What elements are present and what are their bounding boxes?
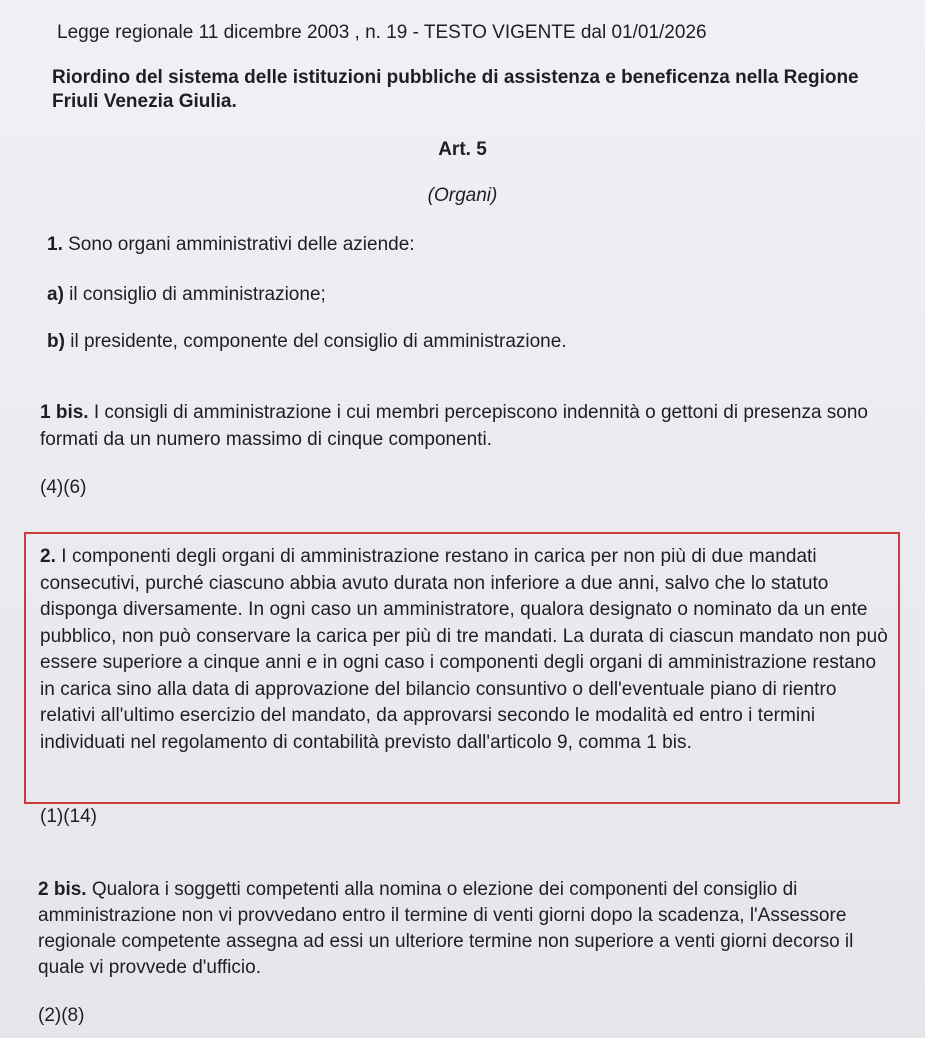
paragraph-number: 2 bis. — [38, 879, 87, 900]
paragraph-text: Sono organi amministrativi delle aziende: — [62, 234, 415, 255]
article-rubric: (Organi) — [427, 185, 498, 206]
paragraph-1-bis — [40, 399, 885, 453]
paragraph-number: 1 bis. — [40, 402, 89, 423]
paragraph-1-a — [47, 282, 892, 308]
footnote-refs: (4)(6) — [40, 477, 87, 498]
paragraph-text: I componenti degli organi di amministrazione restano in carica per non più di due mandati consecutivi, purché ciascuno abbia avuto durata non inferiore a due anni, salvo che lo statuto disponga diversamente. In ogni caso un amministratore, qualora designato o nominato da un ente pubblico, non può conservare la carica per più di tre mandati. La durata di ciascun mandato non può essere superiore a cinque anni e in ogni caso i componenti degli organi di amministrazione restano in carica sino alla data di approvazione del bilancio consuntivo o dell'eventuale piano di rientro relativi all'ultimo esercizio del mandato, da approvarsi secondo le modalità ed entro i termini individuati nel regolamento di contabilità previsto dall'articolo 9, comma 1 bis. — [40, 546, 888, 753]
law-reference: Legge regionale 11 dicembre 2003 , n. 19 - TESTO VIGENTE dal 01/01/2026 — [57, 22, 707, 43]
footnote-refs: (1)(14) — [40, 806, 98, 827]
paragraph-number: 1. — [47, 234, 63, 255]
paragraph-text: il consiglio di amministrazione; — [63, 284, 326, 305]
paragraph-1-b — [47, 329, 892, 355]
paragraph-text: il presidente, componente del consiglio di amministrazione. — [64, 331, 567, 352]
paragraph-text: Qualora i soggetti competenti alla nomina o elezione dei componenti del consiglio di amministrazione non vi provvedano entro il termine di venti giorni dopo la scadenza, l'Assessore regionale competente assegna ad essi un ulteriore termine non superiore a venti giorni decorso il quale vi provvede d'ufficio. — [38, 879, 854, 978]
paragraph-number: 2. — [40, 546, 56, 567]
paragraph-1 — [47, 232, 892, 258]
paragraph-letter: a) — [47, 284, 64, 305]
paragraph-2-bis — [38, 877, 890, 981]
paragraph-text: I consigli di amministrazione i cui membri percepiscono indennità o gettoni di presenza sono formati da un numero massimo di cinque componenti. — [40, 402, 868, 450]
article-number: Art. 5 — [438, 139, 487, 160]
paragraph-2 — [40, 544, 890, 756]
law-title: Riordino del sistema delle istituzioni pubbliche di assistenza e beneficenza nella Regione Friuli Venezia Giulia. — [52, 67, 859, 112]
paragraph-letter: b) — [47, 331, 65, 352]
footnote-refs: (2)(8) — [38, 1005, 85, 1026]
